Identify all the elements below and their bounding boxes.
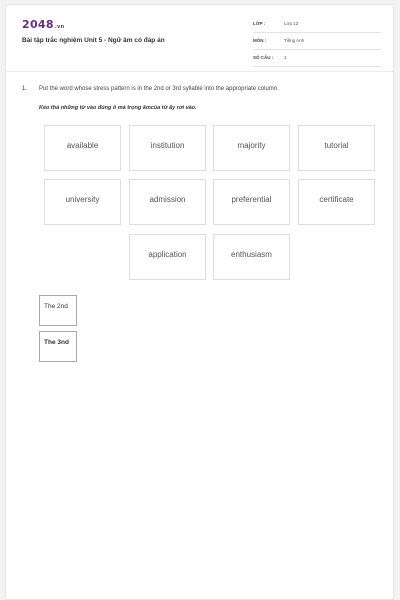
meta-value: Lớp 12 [284, 21, 299, 26]
meta-value: Tiếng Anh [284, 38, 305, 43]
word-chip[interactable]: application [129, 234, 206, 280]
meta-row-subject [253, 36, 381, 50]
question-number: 1. [22, 86, 28, 92]
meta-label: LỚP : [253, 21, 266, 26]
meta-row-count [253, 53, 381, 67]
drop-target-3rd[interactable]: The 3nd [39, 331, 77, 362]
meta-row-class [253, 19, 381, 33]
word-chip[interactable]: enthusiasm [213, 234, 290, 280]
word-chip[interactable]: tutorial [298, 125, 375, 171]
meta-info [253, 19, 381, 70]
meta-label: MÔN : [253, 38, 267, 43]
header [6, 5, 393, 69]
meta-value: 1 [284, 55, 287, 60]
site-logo[interactable] [22, 18, 64, 31]
drop-target-2nd[interactable]: The 2nd [39, 295, 77, 326]
logo-suffix: .vn [54, 24, 65, 30]
question-instruction: Kéo thả những từ vào đúng ô mà trọng âmcủa từ ấy rơi vào. [39, 105, 197, 111]
word-chip[interactable]: university [44, 179, 121, 225]
document-title: Bài tập trắc nghiệm Unit 5 - Ngữ âm có đáp án [22, 37, 165, 44]
word-chip[interactable]: majority [213, 125, 290, 171]
word-chip[interactable]: preferential [213, 179, 290, 225]
question-text: Put the word whose stress pattern is in the 2nd or 3rd syllable into the appropriate column. [39, 86, 279, 92]
logo-main: 2048 [22, 18, 54, 31]
word-chip[interactable]: institution [129, 125, 206, 171]
word-chip[interactable]: admission [129, 179, 206, 225]
header-divider [6, 71, 393, 72]
meta-label: SỐ CÂU : [253, 55, 274, 60]
worksheet-page [5, 4, 394, 600]
word-chip[interactable]: available [44, 125, 121, 171]
word-chip[interactable]: certificate [298, 179, 375, 225]
